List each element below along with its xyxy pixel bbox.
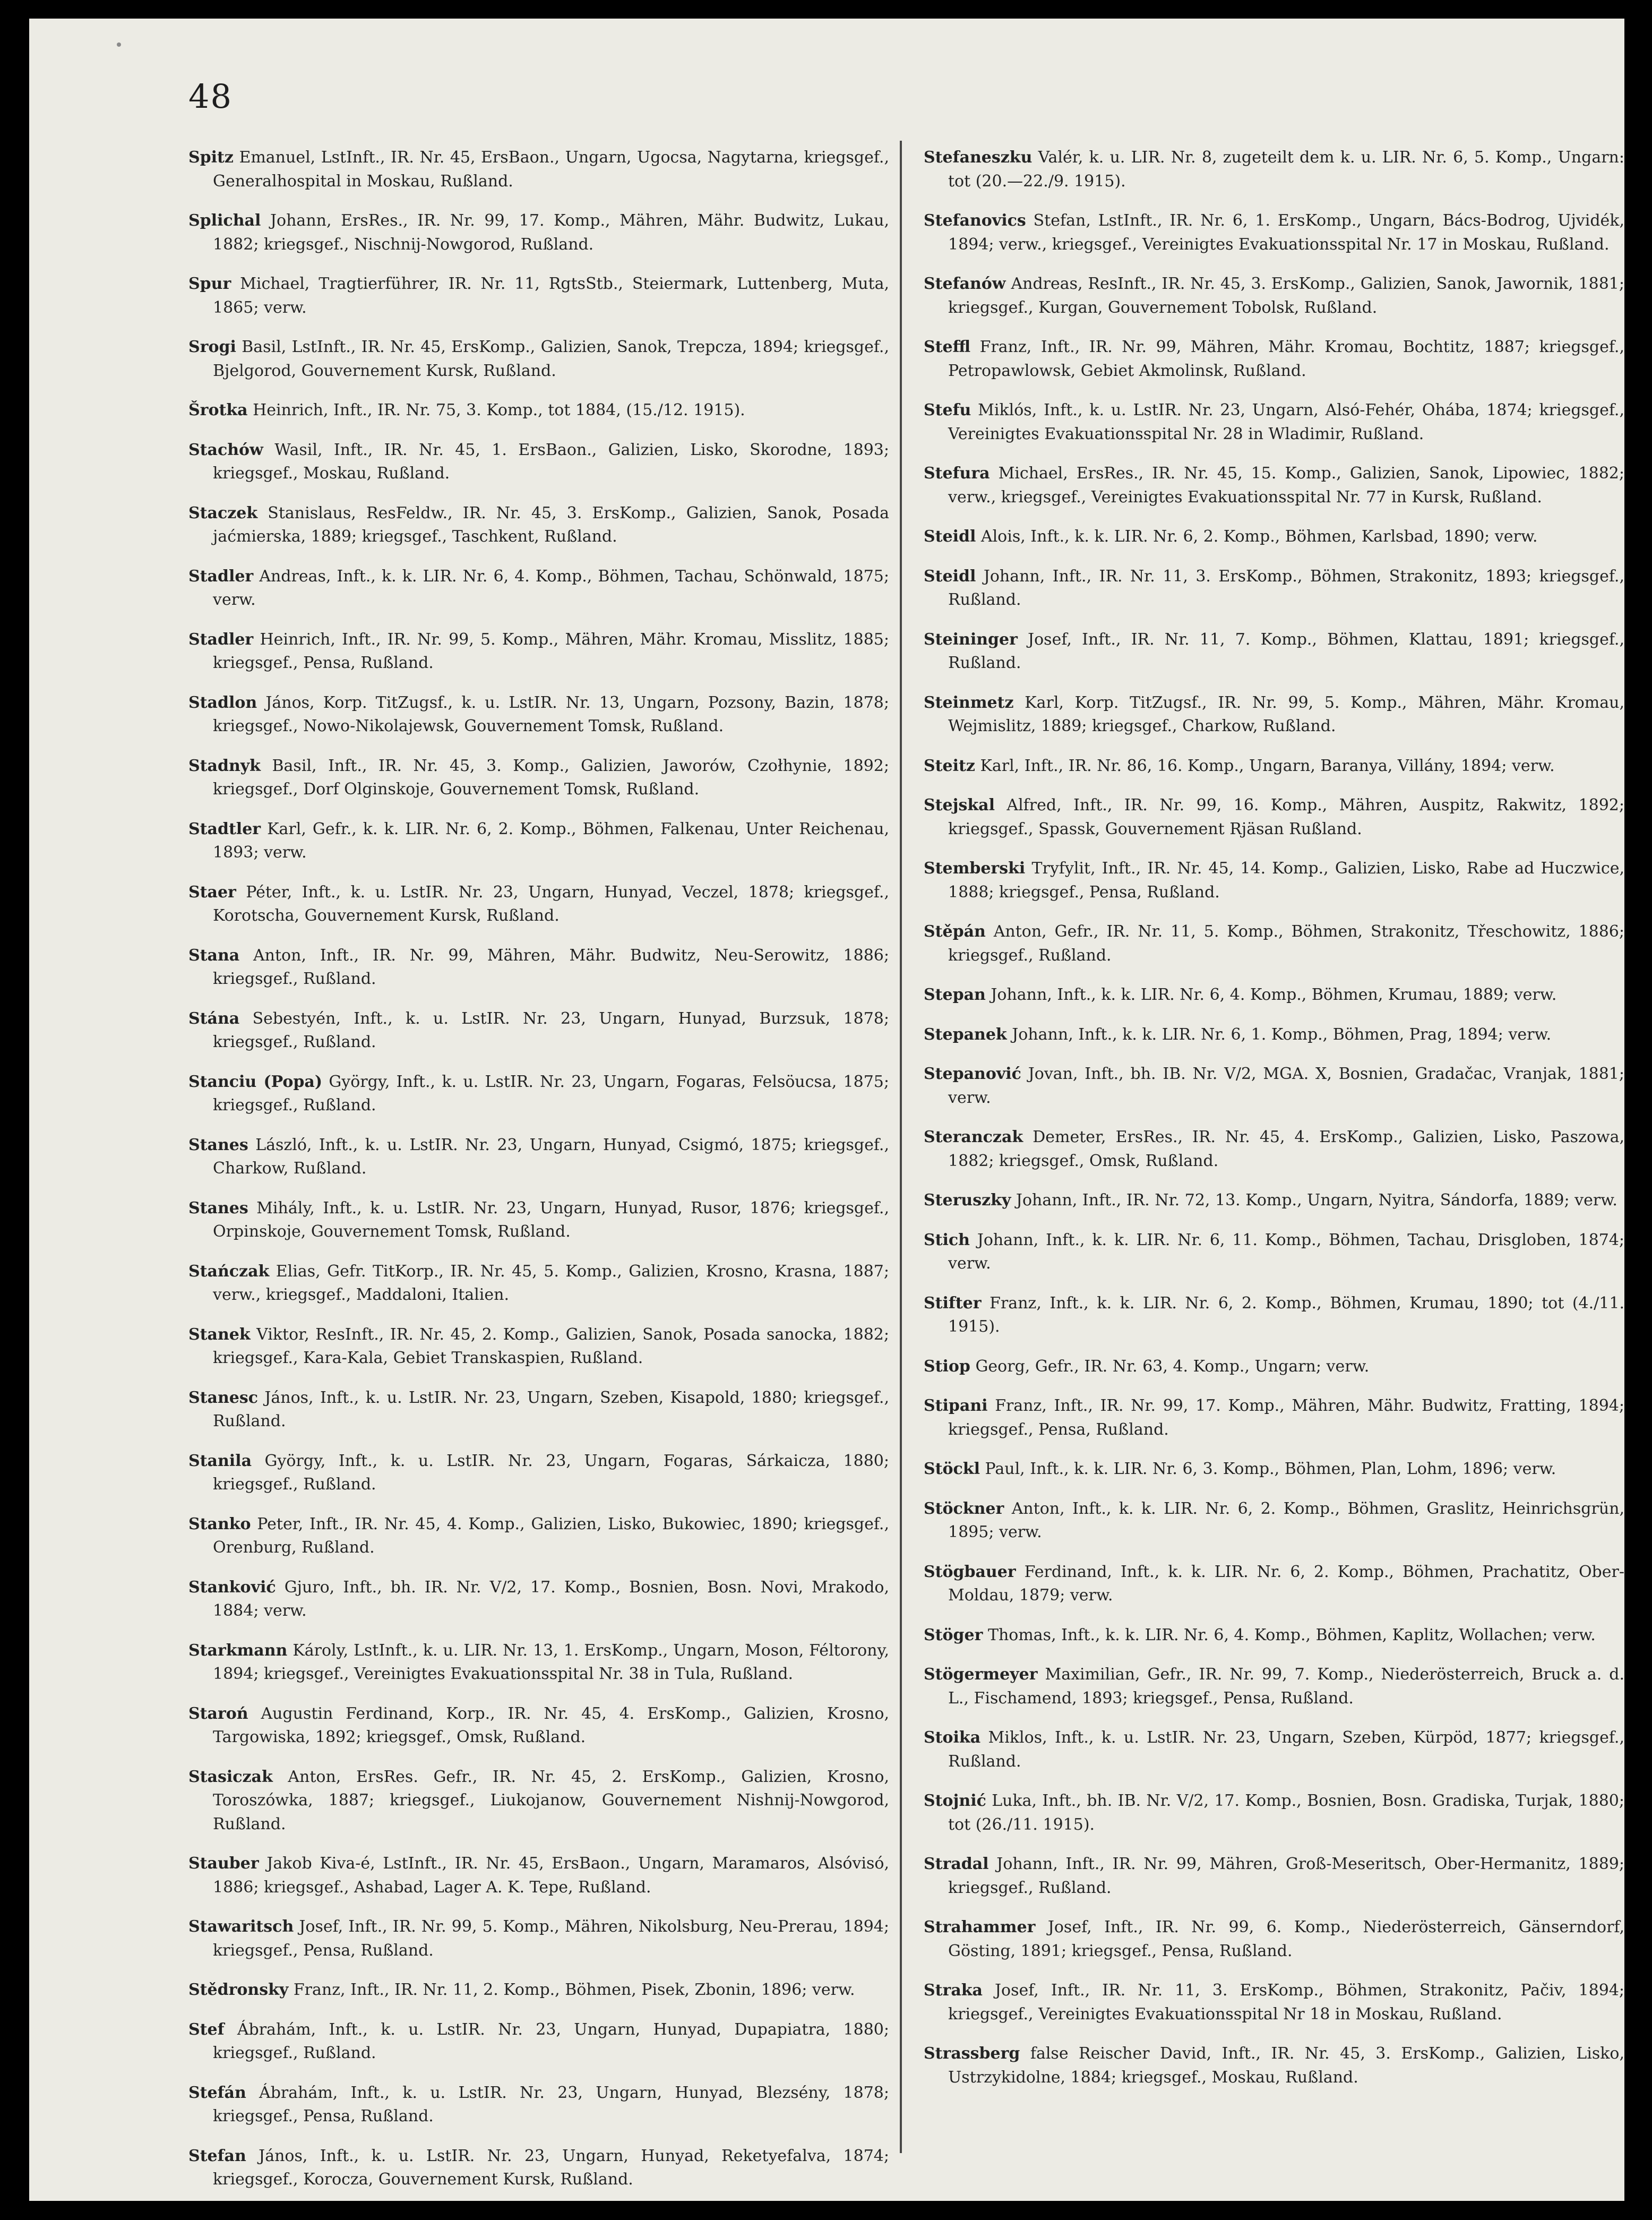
entry-details: Peter, Inft., IR. Nr. 45, 4. Komp., Galizien, Lisko, Bukowiec, 1890; kriegsgef., Orenburg, Rußland. [213, 1514, 889, 1557]
register-entry [924, 146, 1624, 193]
entry-surname: Steruszky [924, 1191, 1011, 1210]
entry-surname: Stöger [924, 1625, 983, 1644]
entry-details: Valér, k. u. LIR. Nr. 8, zugeteilt dem k. u. LIR. Nr. 6, 5. Komp., Ungarn: tot (20.—22./9. 1915). [948, 148, 1624, 191]
entry-details: Franz, Inft., IR. Nr. 11, 2. Komp., Böhmen, Pisek, Zbonin, 1896; verw. [288, 1981, 855, 1999]
entry-details: Péter, Inft., k. u. LstIR. Nr. 23, Ungarn, Hunyad, Veczel, 1878; kriegsgef., Korotscha, Gouvernement Kursk, Rußland. [213, 882, 889, 925]
entry-details: Andreas, ResInft., IR. Nr. 45, 3. ErsKomp., Galizien, Sanok, Jawornik, 1881; kriegsgef., Kurgan, Gouvernement Tobolsk, Rußland. [948, 275, 1624, 317]
register-entry [188, 272, 889, 320]
register-entry [188, 1070, 889, 1118]
register-entry [188, 818, 889, 865]
register-entry [924, 920, 1624, 967]
entry-details: Franz, Inft., k. k. LIR. Nr. 6, 2. Komp., Böhmen, Krumau, 1890; tot (4./11. 1915). [948, 1293, 1624, 1336]
register-entry [924, 1229, 1624, 1276]
entry-surname: Stich [924, 1230, 970, 1249]
entry-details: Anton, Gefr., IR. Nr. 11, 5. Komp., Böhmen, Strakonitz, Třeschowitz, 1886; kriegsgef., Rußland. [948, 922, 1624, 965]
entry-surname: Steinmetz [924, 693, 1014, 712]
entry-surname: Straka [924, 1981, 983, 2000]
register-entry [924, 1394, 1624, 1442]
entry-details: Anton, ErsRes. Gefr., IR. Nr. 45, 2. ErsKomp., Galizien, Krosno, Toroszówka, 1887; kriegsgef., Liukojanow, Gouvernement Nishnij-Nowgorod, Rußland. [213, 1767, 889, 1833]
entry-details: Johann, Inft., k. k. LIR. Nr. 6, 4. Komp., Böhmen, Krumau, 1889; verw. [985, 985, 1557, 1004]
entry-surname: Stefura [924, 464, 990, 483]
register-entry [188, 1134, 889, 1181]
register-entry [924, 1726, 1624, 1773]
entry-details: Alfred, Inft., IR. Nr. 99, 16. Komp., Mähren, Auspitz, Rakwitz, 1892; kriegsgef., Spassk, Gouvernement Rjäsan Rußland. [948, 796, 1624, 838]
entry-details: Miklos, Inft., k. u. LstIR. Nr. 23, Ungarn, Szeben, Kürpöd, 1877; kriegsgef., Rußland. [948, 1728, 1624, 1771]
entry-details: György, Inft., k. u. LstIR. Nr. 23, Ungarn, Fogaras, Felsöucsa, 1875; kriegsgef., Rußland. [213, 1072, 889, 1115]
register-entry [924, 628, 1624, 675]
entry-details: Demeter, ErsRes., IR. Nr. 45, 4. ErsKomp., Galizien, Lisko, Paszowa, 1882; kriegsgef., Omsk, Rußland. [948, 1128, 1624, 1170]
register-entry [188, 565, 889, 612]
entry-surname: Stadtler [188, 819, 261, 838]
register-entry [924, 1126, 1624, 1173]
entry-surname: Stejskal [924, 796, 995, 815]
entry-details: Luka, Inft., bh. IB. Nr. V/2, 17. Komp., Bosnien, Bosn. Gradiska, Turjak, 1880; tot (26./11. 1915). [948, 1792, 1624, 1834]
register-entry [924, 983, 1624, 1007]
register-entry [924, 525, 1624, 549]
register-entry [924, 565, 1624, 612]
register-entry [188, 1765, 889, 1837]
entry-details: Thomas, Inft., k. k. LIR. Nr. 6, 4. Komp., Böhmen, Kaplitz, Wollachen; verw. [983, 1625, 1596, 1644]
register-entry [188, 1513, 889, 1560]
entry-details: János, Korp. TitZugsf., k. u. LstIR. Nr. 13, Ungarn, Pozsony, Bazin, 1878; kriegsgef., Nowo-Nikolajewsk, Gouvernement Tomsk, Rußland. [213, 693, 889, 735]
register-entry [188, 439, 889, 486]
entry-surname: Stana [188, 946, 240, 965]
entry-surname: Stöckner [924, 1499, 1004, 1518]
entry-surname: Stańczak [188, 1262, 270, 1281]
entry-surname: Staroń [188, 1704, 248, 1723]
entry-details: Johann, Inft., IR. Nr. 99, Mähren, Groß-Meseritsch, Ober-Hermanitz, 1889; kriegsgef., Rußland. [948, 1855, 1624, 1897]
entry-surname: Stanković [188, 1578, 276, 1597]
register-entry [188, 502, 889, 549]
entry-details: Tryfylit, Inft., IR. Nr. 45, 14. Komp., Galizien, Lisko, Rabe ad Huczwice, 1888; kriegsgef., Pensa, Rußland. [948, 859, 1624, 902]
register-entry [924, 399, 1624, 446]
entry-details: Andreas, Inft., k. k. LIR. Nr. 6, 4. Komp., Böhmen, Tachau, Schönwald, 1875; verw. [213, 567, 889, 609]
entry-surname: Stojnić [924, 1792, 986, 1810]
entry-surname: Stána [188, 1009, 240, 1028]
register-entry [924, 794, 1624, 841]
register-entry [188, 1639, 889, 1686]
entry-details: Franz, Inft., IR. Nr. 99, 17. Komp., Mähren, Mähr. Budwitz, Fratting, 1894; kriegsgef., Pensa, Rußland. [948, 1396, 1624, 1439]
register-entry [188, 1323, 889, 1370]
entry-details: Josef, Inft., IR. Nr. 99, 6. Komp., Niederösterreich, Gänserndorf, Gösting, 1891; kriegsgef., Pensa, Rußland. [948, 1918, 1624, 1960]
entry-details: Johann, Inft., IR. Nr. 11, 3. ErsKomp., Böhmen, Strakonitz, 1893; kriegsgef., Rußland. [948, 567, 1624, 609]
register-entry [188, 628, 889, 675]
entry-surname: Stöckl [924, 1460, 980, 1478]
page-number: 48 [188, 77, 233, 116]
entry-details: Karl, Gefr., k. k. LIR. Nr. 6, 2. Komp., Böhmen, Falkenau, Unter Reichenau, 1893; verw. [213, 819, 889, 862]
entry-surname: Stögermeyer [924, 1665, 1038, 1684]
entry-surname: Šrotka [188, 401, 248, 419]
right-column [924, 130, 1624, 2095]
register-entry [188, 1978, 889, 2002]
register-entry [924, 1561, 1624, 1608]
entry-details: Gjuro, Inft., bh. IR. Nr. V/2, 17. Komp., Bosnien, Bosn. Novi, Mrakodo, 1884; verw. [213, 1578, 889, 1620]
entry-details: János, Inft., k. u. LstIR. Nr. 23, Ungarn, Hunyad, Reketyefalva, 1874; kriegsgef., Korocza, Gouvernement Kursk, Rußland. [213, 2146, 889, 2189]
register-entry [188, 881, 889, 928]
entry-details: Viktor, ResInft., IR. Nr. 45, 2. Komp., Galizien, Sanok, Posada sanocka, 1882; kriegsgef., Kara-Kala, Gebiet Transkaspien, Rußland. [213, 1325, 889, 1367]
register-entry [924, 209, 1624, 256]
entry-details: Maximilian, Gefr., IR. Nr. 99, 7. Komp., Niederösterreich, Bruck a. d. L., Fischamend, 1893; kriegsgef., Pensa, Rußland. [948, 1665, 1624, 1708]
entry-surname: Strassberg [924, 2044, 1020, 2063]
entry-details: Augustin Ferdinand, Korp., IR. Nr. 45, 4. ErsKomp., Galizien, Krosno, Targowiska, 1892; kriegsgef., Omsk, Rußland. [213, 1704, 889, 1746]
entry-details: Johann, Inft., IR. Nr. 72, 13. Komp., Ungarn, Nyitra, Sándorfa, 1889; verw. [1011, 1191, 1617, 1210]
entry-surname: Stanes [188, 1198, 248, 1218]
entry-details: Miklós, Inft., k. u. LstIR. Nr. 23, Ungarn, Alsó-Fehér, Ohába, 1874; kriegsgef., Vereinigtes Evakuationsspital Nr. 28 in Wladimir, Rußland. [948, 401, 1624, 443]
entry-details: Basil, LstInft., IR. Nr. 45, ErsKomp., Galizien, Sanok, Trepcza, 1894; kriegsgef., Bjelgorod, Gouvernement Kursk, Rußland. [213, 338, 889, 380]
entry-surname: Stadler [188, 567, 254, 586]
entry-surname: Steranczak [924, 1128, 1023, 1146]
register-entry [924, 691, 1624, 739]
entry-details: Basil, Inft., IR. Nr. 45, 3. Komp., Galizien, Jaworów, Czołhynie, 1892; kriegsgef., Dorf Olginskoje, Gouvernement Tomsk, Rußland. [213, 756, 889, 799]
entry-surname: Steininger [924, 630, 1018, 649]
register-entry [188, 209, 889, 256]
entry-details: Heinrich, Inft., IR. Nr. 75, 3. Komp., tot 1884, (15./12. 1915). [247, 401, 745, 419]
entry-details: János, Inft., k. u. LstIR. Nr. 23, Ungarn, Szeben, Kisapold, 1880; kriegsgef., Rußland. [213, 1388, 889, 1430]
register-entry [924, 462, 1624, 509]
entry-surname: Stanesc [188, 1388, 259, 1407]
entry-surname: Stadnyk [188, 756, 261, 775]
entry-surname: Stiop [924, 1357, 970, 1376]
entry-surname: Stefanovics [924, 211, 1026, 230]
entry-surname: Staczek [188, 503, 258, 522]
register-entry [924, 1355, 1624, 1379]
entry-surname: Stauber [188, 1854, 259, 1873]
entry-surname: Steidl [924, 527, 976, 546]
entry-surname: Steidl [924, 567, 976, 586]
register-entry [924, 1497, 1624, 1545]
entry-details: Heinrich, Inft., IR. Nr. 99, 5. Komp., Mähren, Mähr. Kromau, Misslitz, 1885; kriegsgef., Pensa, Rußland. [213, 630, 889, 672]
left-column [188, 130, 889, 2197]
register-entry [188, 755, 889, 802]
entry-surname: Spitz [188, 148, 234, 167]
entry-details: Ábrahám, Inft., k. u. LstIR. Nr. 23, Ungarn, Hunyad, Blezsény, 1878; kriegsgef., Pensa, Rußland. [213, 2083, 889, 2125]
entry-surname: Stemberski [924, 859, 1026, 878]
entry-surname: Stědronsky [188, 1981, 289, 1999]
entry-surname: Srogi [188, 338, 236, 356]
entry-details: Johann, Inft., k. k. LIR. Nr. 6, 11. Komp., Böhmen, Tachau, Drisgloben, 1874; verw. [948, 1230, 1624, 1273]
entry-details: Ferdinand, Inft., k. k. LIR. Nr. 6, 2. Komp., Böhmen, Prachatitz, Ober-Moldau, 1879; verw. [948, 1562, 1624, 1605]
scan-speck [117, 42, 121, 47]
entry-surname: Stepan [924, 985, 986, 1004]
entry-surname: Stefan [188, 2146, 246, 2165]
entry-surname: Stipani [924, 1396, 988, 1415]
entry-details: Alois, Inft., k. k. LIR. Nr. 6, 2. Komp., Böhmen, Karlsbad, 1890; verw. [976, 527, 1538, 546]
entry-details: Josef, Inft., IR. Nr. 99, 5. Komp., Mähren, Nikolsburg, Neu-Prerau, 1894; kriegsgef., Pensa, Rußland. [213, 1917, 889, 1960]
entry-details: Wasil, Inft., IR. Nr. 45, 1. ErsBaon., Galizien, Lisko, Skorodne, 1893; kriegsgef., Moskau, Rußland. [213, 440, 889, 483]
entry-surname: Stadlon [188, 693, 257, 712]
entry-details: Anton, Inft., IR. Nr. 99, Mähren, Mähr. Budwitz, Neu-Serowitz, 1886; kriegsgef., Rußland. [213, 946, 889, 988]
register-entry [924, 1853, 1624, 1900]
entry-details: Emanuel, LstInft., IR. Nr. 45, ErsBaon., Ungarn, Ugocsa, Nagytarna, kriegsgef., Generalhospital in Moskau, Rußland. [213, 148, 889, 191]
register-entry [188, 1007, 889, 1055]
entry-details: Johann, Inft., k. k. LIR. Nr. 6, 1. Komp., Böhmen, Prag, 1894; verw. [1006, 1025, 1552, 1044]
register-entry [188, 2081, 889, 2129]
entry-surname: Stanciu (Popa) [188, 1072, 323, 1091]
entry-details: Ábrahám, Inft., k. u. LstIR. Nr. 23, Ungarn, Hunyad, Dupapiatra, 1880; kriegsgef., Rußland. [213, 2020, 889, 2062]
entry-surname: Stanek [188, 1325, 251, 1344]
register-entry [924, 1916, 1624, 1963]
entry-surname: Stepanek [924, 1025, 1007, 1044]
entry-surname: Stanila [188, 1451, 252, 1470]
entry-surname: Stachów [188, 440, 263, 459]
entry-surname: Stanko [188, 1514, 251, 1533]
entry-details: Franz, Inft., IR. Nr. 99, Mähren, Mähr. Kromau, Bochtitz, 1887; kriegsgef., Petropawlowsk, Gebiet Akmolinsk, Rußland. [948, 338, 1624, 380]
register-entry [188, 1197, 889, 1244]
entry-details: Jakob Kiva-é, LstInft., IR. Nr. 45, ErsBaon., Ungarn, Maramaros, Alsóvisó, 1886; kriegsgef., Ashabad, Lager A. K. Tepe, Rußland. [213, 1854, 889, 1897]
register-entry [924, 336, 1624, 383]
register-entry [188, 1852, 889, 1899]
entry-details: Michael, Tragtierführer, IR. Nr. 11, RgtsStb., Steiermark, Luttenberg, Muta, 1865; verw. [213, 275, 889, 317]
entry-details: Stefan, LstInft., IR. Nr. 6, 1. ErsKomp., Ungarn, Bács-Bodrog, Ujvidék, 1894; verw., kriegsgef., Vereinigtes Evakuationsspital Nr. 17 in Moskau, Rußland. [948, 211, 1624, 254]
entry-details: Jovan, Inft., bh. IB. Nr. V/2, MGA. X, Bosnien, Gradačac, Vranjak, 1881; verw. [948, 1065, 1624, 1107]
register-entry [188, 2018, 889, 2065]
entry-details: Stanislaus, ResFeldw., IR. Nr. 45, 3. ErsKomp., Galizien, Sanok, Posada jaćmierska, 1889; kriegsgef., Taschkent, Rußland. [213, 503, 889, 546]
entry-surname: Stögbauer [924, 1562, 1016, 1581]
column-divider [900, 141, 902, 2153]
entry-surname: Stoika [924, 1728, 981, 1747]
entry-surname: Stradal [924, 1855, 989, 1873]
register-entry [924, 1624, 1624, 1648]
entry-details: Paul, Inft., k. k. LIR. Nr. 6, 3. Komp., Böhmen, Plan, Lohm, 1896; verw. [979, 1460, 1556, 1478]
entry-details: false Reischer David, Inft., IR. Nr. 45, 3. ErsKomp., Galizien, Lisko, Ustrzykidolne, 1884; kriegsgef., Moskau, Rußland. [948, 2044, 1624, 2087]
register-entry [924, 1979, 1624, 2026]
register-entry [188, 399, 889, 423]
entry-surname: Stepanović [924, 1065, 1021, 1083]
register-entry [924, 1789, 1624, 1837]
entry-surname: Stanes [188, 1135, 248, 1154]
register-entry [924, 1458, 1624, 1481]
entry-details: Karl, Inft., IR. Nr. 86, 16. Komp., Ungarn, Baranya, Villány, 1894; verw. [975, 756, 1555, 775]
register-entry [924, 2042, 1624, 2089]
register-entry [188, 1260, 889, 1307]
entry-surname: Staer [188, 882, 236, 902]
register-entry [188, 1450, 889, 1497]
entry-details: Josef, Inft., IR. Nr. 11, 7. Komp., Böhmen, Klattau, 1891; kriegsgef., Rußland. [948, 630, 1624, 672]
entry-details: Josef, Inft., IR. Nr. 11, 3. ErsKomp., Böhmen, Strakonitz, Pačiv, 1894; kriegsgef., Vereinigtes Evakuationsspital Nr 18 in Moskau, Rußland. [948, 1981, 1624, 2024]
register-entry [924, 1189, 1624, 1213]
register-entry [188, 944, 889, 991]
entry-details: Johann, ErsRes., IR. Nr. 99, 17. Komp., Mähren, Mähr. Budwitz, Lukau, 1882; kriegsgef., Nischnij-Nowgorod, Rußland. [213, 211, 889, 254]
entry-details: Sebestyén, Inft., k. u. LstIR. Nr. 23, Ungarn, Hunyad, Burzsuk, 1878; kriegsgef., Rußland. [213, 1009, 889, 1051]
register-entry [924, 755, 1624, 778]
register-entry [188, 1915, 889, 1962]
entry-details: György, Inft., k. u. LstIR. Nr. 23, Ungarn, Fogaras, Sárkaicza, 1880; kriegsgef., Rußland. [213, 1451, 889, 1494]
entry-details: Mihály, Inft., k. u. LstIR. Nr. 23, Ungarn, Hunyad, Rusor, 1876; kriegsgef., Orpinskoje, Gouvernement Tomsk, Rußland. [213, 1198, 889, 1241]
entry-surname: Stefanów [924, 275, 1006, 293]
entry-surname: Stasiczak [188, 1767, 273, 1786]
entry-surname: Stěpán [924, 922, 986, 941]
document-page [29, 19, 1624, 2201]
entry-surname: Steffl [924, 338, 971, 356]
register-entry [924, 1663, 1624, 1710]
register-entry [188, 146, 889, 193]
entry-surname: Stawaritsch [188, 1917, 294, 1936]
register-entry [188, 691, 889, 739]
entry-surname: Stadler [188, 630, 254, 649]
entry-details: Georg, Gefr., IR. Nr. 63, 4. Komp., Ungarn; verw. [970, 1357, 1370, 1376]
entry-surname: Splichal [188, 211, 261, 230]
register-entry [924, 857, 1624, 904]
register-entry [188, 1386, 889, 1434]
register-entry [924, 272, 1624, 320]
register-entry [924, 1292, 1624, 1339]
register-entry [924, 1023, 1624, 1047]
entry-surname: Stifter [924, 1293, 982, 1313]
entry-details: Elias, Gefr. TitKorp., IR. Nr. 45, 5. Komp., Galizien, Krosno, Krasna, 1887; verw., kriegsgef., Maddaloni, Italien. [213, 1262, 889, 1304]
entry-surname: Starkmann [188, 1641, 288, 1660]
entry-surname: Stefán [188, 2083, 246, 2102]
entry-surname: Spur [188, 275, 231, 293]
register-entry [188, 1702, 889, 1750]
register-entry [924, 1062, 1624, 1110]
register-entry [188, 336, 889, 383]
entry-details: László, Inft., k. u. LstIR. Nr. 23, Ungarn, Hunyad, Csigmó, 1875; kriegsgef., Charkow, Rußland. [213, 1135, 889, 1178]
entry-surname: Strahammer [924, 1918, 1036, 1936]
register-entry [188, 2145, 889, 2192]
entry-surname: Steitz [924, 756, 975, 775]
entry-details: Michael, ErsRes., IR. Nr. 45, 15. Komp., Galizien, Sanok, Lipowiec, 1882; verw., kriegsgef., Vereinigtes Evakuationsspital Nr. 77 in Kursk, Rußland. [948, 464, 1624, 507]
register-entry [188, 1576, 889, 1623]
entry-details: Karl, Korp. TitZugsf., IR. Nr. 99, 5. Komp., Mähren, Mähr. Kromau, Wejmislitz, 1889; kriegsgef., Charkow, Rußland. [948, 693, 1624, 735]
entry-surname: Stef [188, 2020, 225, 2039]
entry-details: Anton, Inft., k. k. LIR. Nr. 6, 2. Komp., Böhmen, Graslitz, Heinrichsgrün, 1895; verw. [948, 1499, 1624, 1541]
entry-surname: Stefaneszku [924, 148, 1032, 167]
entry-surname: Stefu [924, 401, 971, 419]
entry-details: Károly, LstInft., k. u. LIR. Nr. 13, 1. ErsKomp., Ungarn, Moson, Féltorony, 1894; kriegsgef., Vereinigtes Evakuationsspital Nr. 38 in Tula, Rußland. [213, 1641, 889, 1683]
